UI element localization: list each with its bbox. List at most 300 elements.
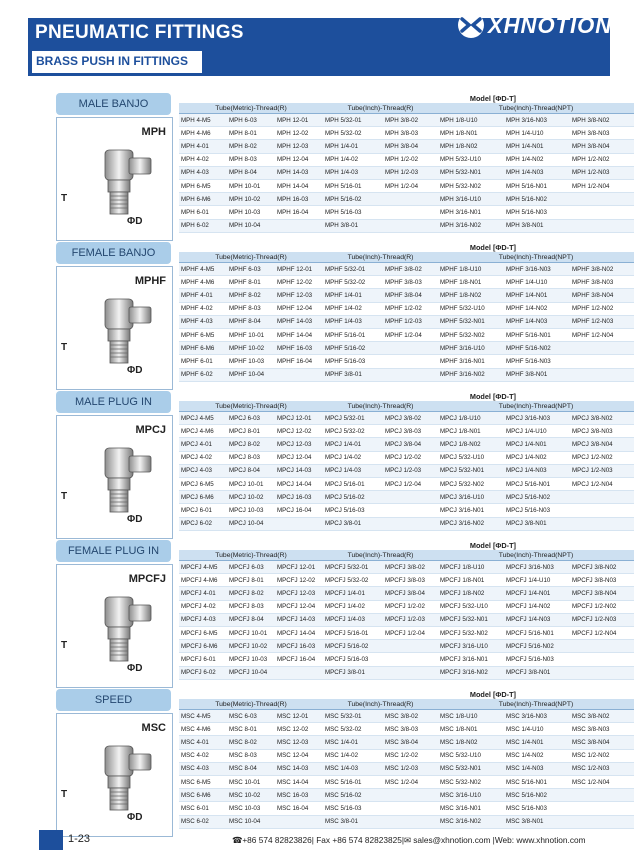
model-cell: MPHF 3/8-01 (323, 368, 383, 381)
model-cell: MPH 1/4-U10 (504, 127, 570, 140)
model-cell: MPH 10-04 (227, 219, 275, 232)
model-cell: MPCFJ 5/32-01 (323, 561, 383, 574)
model-cell: MPHF 10-04 (227, 368, 275, 381)
col-metric-header: Tube(Metric)-Thread(R) (179, 550, 323, 561)
model-cell: MPH 5/32-02 (323, 127, 383, 140)
model-cell: MPCJ 1/2-N04 (570, 477, 634, 490)
col-metric-header: Tube(Metric)-Thread(R) (179, 252, 323, 263)
model-cell (570, 640, 634, 653)
model-cell: MSC 1/8-N01 (438, 723, 504, 736)
model-cell: MPCFJ 3/8-N01 (504, 666, 570, 679)
model-cell: MPHF 1/4-02 (323, 302, 383, 315)
model-cell: MPHF 3/8-N03 (570, 276, 634, 289)
model-cell: MPCFJ 5/16-N03 (504, 653, 570, 666)
model-cell: MSC 5/16-02 (323, 789, 383, 802)
model-cell: MPCFJ 4-01 (179, 587, 227, 600)
model-cell: MSC 3/8-N01 (504, 815, 570, 828)
table-row (179, 723, 634, 736)
model-cell (275, 815, 323, 828)
model-title: Model [ΦD-T] (469, 93, 516, 103)
model-cell: MPCFJ 3/8-N04 (570, 587, 634, 600)
model-cell: MPCJ 5/32-01 (323, 412, 383, 425)
model-cell: MPCJ 5/16-03 (323, 504, 383, 517)
model-cell: MPCJ 4-02 (179, 451, 227, 464)
col-inch-npt-header: Tube(Inch)-Thread(NPT) (438, 550, 634, 561)
model-cell: MSC 10-03 (227, 802, 275, 815)
model-table (179, 689, 634, 829)
model-title: Model [ΦD-T] (469, 242, 516, 252)
model-cell: MPH 3/16-N02 (438, 219, 504, 232)
model-cell (570, 368, 634, 381)
model-cell: MPH 5/32-U10 (438, 153, 504, 166)
model-cell: MPCFJ 5/32-02 (323, 574, 383, 587)
model-cell: MSC 5/32-01 (323, 710, 383, 723)
model-cell: MSC 4-M5 (179, 710, 227, 723)
model-cell: MSC 3/8-N02 (570, 710, 634, 723)
model-cell: MPHF 8-03 (227, 302, 275, 315)
model-cell: MSC 10-04 (227, 815, 275, 828)
page-subtitle: BRASS PUSH IN FITTINGS (36, 54, 189, 68)
table-row (179, 666, 634, 679)
model-cell: MPH 3/16-N01 (438, 206, 504, 219)
model-cell: MPCJ 3/8-N02 (570, 412, 634, 425)
model-table (179, 391, 634, 531)
model-cell: MPCJ 5/32-U10 (438, 451, 504, 464)
model-cell: MPCJ 4-03 (179, 464, 227, 477)
table-row (179, 166, 634, 179)
model-cell: MPCFJ 1/4-N03 (504, 613, 570, 626)
col-inch-npt-header: Tube(Inch)-Thread(NPT) (438, 699, 634, 710)
model-cell (570, 517, 634, 530)
model-cell: MPCFJ 14-04 (275, 626, 323, 639)
model-cell: MPCJ 3/8-03 (383, 425, 438, 438)
model-cell: MPH 1/4-N02 (504, 153, 570, 166)
col-metric-header: Tube(Metric)-Thread(R) (179, 103, 323, 114)
model-cell: MPCJ 16-04 (275, 504, 323, 517)
model-cell: MPCFJ 3/8-N03 (570, 574, 634, 587)
model-table (179, 93, 634, 233)
table-row (179, 315, 634, 328)
logo-icon (456, 10, 486, 40)
model-cell: MPHF 1/8-N02 (438, 289, 504, 302)
model-cell: MPCFJ 5/16-N01 (504, 626, 570, 639)
model-cell: MPCJ 3/16-U10 (438, 491, 504, 504)
model-cell: MPH 6-01 (179, 206, 227, 219)
model-cell: MPHF 1/4-N01 (504, 289, 570, 302)
model-title: Model [ΦD-T] (469, 689, 516, 699)
table-row (179, 342, 634, 355)
table-row (179, 140, 634, 153)
model-cell: MPH 6-M5 (179, 179, 227, 192)
model-cell: MPCJ 5/32-N01 (438, 464, 504, 477)
model-cell: MPCJ 4-M6 (179, 425, 227, 438)
model-cell: MPCJ 3/8-N01 (504, 517, 570, 530)
model-cell: MSC 3/8-N04 (570, 736, 634, 749)
model-cell: MPHF 5/32-N02 (438, 328, 504, 341)
model-cell: MPCFJ 3/16-N03 (504, 561, 570, 574)
model-cell: MSC 4-02 (179, 749, 227, 762)
table-row (179, 640, 634, 653)
model-cell (570, 666, 634, 679)
model-cell (383, 342, 438, 355)
model-cell: MSC 12-01 (275, 710, 323, 723)
model-title: Model [ΦD-T] (469, 391, 516, 401)
subtitle-box (32, 51, 202, 73)
model-cell: MPHF 1/4-U10 (504, 276, 570, 289)
product-image-box (56, 266, 173, 390)
model-cell: MPHF 1/2-N04 (570, 328, 634, 341)
model-cell: MPH 10-02 (227, 193, 275, 206)
model-cell: MPCFJ 10-03 (227, 653, 275, 666)
model-cell: MPCFJ 16-03 (275, 640, 323, 653)
model-cell: MSC 5/32-N02 (438, 775, 504, 788)
model-cell (383, 193, 438, 206)
model-cell: MPCJ 1/2-03 (383, 464, 438, 477)
model-cell: MPCFJ 6-01 (179, 653, 227, 666)
table-row (179, 412, 634, 425)
model-cell: MPHF 1/8-N01 (438, 276, 504, 289)
model-cell: MPHF 1/4-N02 (504, 302, 570, 315)
model-cell: MPHF 4-01 (179, 289, 227, 302)
model-cell (383, 355, 438, 368)
model-cell: MPCFJ 4-M5 (179, 561, 227, 574)
model-cell: MPCJ 1/8-N01 (438, 425, 504, 438)
model-cell: MPCFJ 10-04 (227, 666, 275, 679)
model-cell: MPHF 6-M5 (179, 328, 227, 341)
table-row (179, 710, 634, 723)
model-cell: MPCJ 3/8-01 (323, 517, 383, 530)
model-cell: MPCJ 1/4-U10 (504, 425, 570, 438)
model-cell: MPHF 3/8-03 (383, 276, 438, 289)
model-cell: MSC 5/16-03 (323, 802, 383, 815)
model-cell: MSC 8-03 (227, 749, 275, 762)
fitting-image-icon (85, 738, 155, 823)
thread-mark: T (61, 342, 68, 353)
model-cell: MPCFJ 1/4-N01 (504, 587, 570, 600)
model-cell: MPHF 1/2-N02 (570, 302, 634, 315)
model-cell: MPH 5/16-03 (323, 206, 383, 219)
table-row (179, 561, 634, 574)
product-code: MSC (141, 722, 166, 734)
diameter-mark: ΦD (127, 216, 143, 227)
table-row (179, 438, 634, 451)
model-cell: MPH 1/2-03 (383, 166, 438, 179)
model-cell: MSC 3/8-N03 (570, 723, 634, 736)
model-cell: MSC 12-03 (275, 736, 323, 749)
model-cell (383, 368, 438, 381)
model-cell: MPCFJ 1/4-01 (323, 587, 383, 600)
model-cell: MPH 6-02 (179, 219, 227, 232)
model-cell: MPHF 1/2-02 (383, 302, 438, 315)
model-cell: MPHF 6-03 (227, 263, 275, 276)
product-image-box (56, 713, 173, 837)
section-label: FEMALE BANJO (56, 242, 171, 264)
model-cell (383, 206, 438, 219)
model-cell: MPCFJ 5/16-N02 (504, 640, 570, 653)
table-row (179, 302, 634, 315)
model-cell: MPH 16-03 (275, 193, 323, 206)
fitting-image-icon (85, 142, 155, 227)
model-cell (570, 789, 634, 802)
diameter-mark: ΦD (127, 663, 143, 674)
model-cell: MPH 12-03 (275, 140, 323, 153)
model-cell: MPCJ 3/8-N03 (570, 425, 634, 438)
model-cell: MPCFJ 1/4-03 (323, 613, 383, 626)
fitting-image-icon (85, 291, 155, 376)
model-cell (570, 219, 634, 232)
model-cell: MPH 3/16-N03 (504, 114, 570, 127)
model-cell: MSC 6-02 (179, 815, 227, 828)
model-cell (275, 368, 323, 381)
model-cell: MPHF 5/16-N01 (504, 328, 570, 341)
fitting-image-icon (85, 589, 155, 674)
product-code: MPCFJ (128, 573, 166, 585)
product-image-box (56, 117, 173, 241)
model-cell: MPCFJ 4-02 (179, 600, 227, 613)
product-image-box (56, 564, 173, 688)
model-cell: MPCJ 1/2-04 (383, 477, 438, 490)
model-cell: MSC 4-03 (179, 762, 227, 775)
model-cell: MPCFJ 1/8-N01 (438, 574, 504, 587)
model-cell: MPCJ 1/4-N02 (504, 451, 570, 464)
table-row (179, 775, 634, 788)
model-cell (570, 342, 634, 355)
model-cell (383, 491, 438, 504)
model-cell: MPH 4-02 (179, 153, 227, 166)
model-cell: MPHF 3/8-02 (383, 263, 438, 276)
model-cell: MSC 1/2-04 (383, 775, 438, 788)
model-cell (570, 815, 634, 828)
model-cell: MPCJ 1/4-01 (323, 438, 383, 451)
model-cell: MPHF 5/32-01 (323, 263, 383, 276)
brand-logo (456, 10, 613, 48)
col-metric-header: Tube(Metric)-Thread(R) (179, 699, 323, 710)
model-cell: MPHF 3/16-N01 (438, 355, 504, 368)
product-image-box (56, 415, 173, 539)
table-row (179, 425, 634, 438)
model-cell: MPCJ 5/16-02 (323, 491, 383, 504)
page-title: PNEUMATIC FITTINGS (35, 22, 244, 43)
model-cell: MPHF 5/32-N01 (438, 315, 504, 328)
model-cell: MPH 8-01 (227, 127, 275, 140)
diameter-mark: ΦD (127, 812, 143, 823)
model-cell: MPH 14-03 (275, 166, 323, 179)
model-cell: MPCFJ 3/8-02 (383, 561, 438, 574)
model-cell (383, 504, 438, 517)
model-cell: MPHF 1/8-U10 (438, 263, 504, 276)
model-cell: MPCFJ 5/32-N02 (438, 626, 504, 639)
model-cell: MPCFJ 6-M5 (179, 626, 227, 639)
model-cell: MPCJ 10-03 (227, 504, 275, 517)
model-cell: MPCJ 6-M6 (179, 491, 227, 504)
model-cell: MSC 3/8-03 (383, 723, 438, 736)
model-cell: MSC 1/4-U10 (504, 723, 570, 736)
model-cell (570, 206, 634, 219)
model-cell: MPCJ 8-04 (227, 464, 275, 477)
table-row (179, 477, 634, 490)
table-row (179, 736, 634, 749)
col-inch-r-header: Tube(Inch)-Thread(R) (323, 252, 438, 263)
model-cell (383, 815, 438, 828)
table-row (179, 206, 634, 219)
model-cell: MPCFJ 5/32-U10 (438, 600, 504, 613)
model-cell: MPCFJ 4-M6 (179, 574, 227, 587)
table-row (179, 179, 634, 192)
model-cell: MPCJ 1/4-N03 (504, 464, 570, 477)
model-cell: MPH 4-03 (179, 166, 227, 179)
col-inch-npt-header: Tube(Inch)-Thread(NPT) (438, 252, 634, 263)
model-cell: MPCFJ 6-M6 (179, 640, 227, 653)
model-cell: MPH 3/8-03 (383, 127, 438, 140)
model-cell: MPCFJ 6-03 (227, 561, 275, 574)
model-cell: MPCFJ 3/16-U10 (438, 640, 504, 653)
model-cell: MPCJ 12-02 (275, 425, 323, 438)
model-table (179, 540, 634, 680)
table-row (179, 600, 634, 613)
model-cell: MPH 1/4-02 (323, 153, 383, 166)
model-cell: MPCFJ 1/4-N02 (504, 600, 570, 613)
table-row (179, 653, 634, 666)
model-cell: MSC 4-01 (179, 736, 227, 749)
model-cell: MPH 1/4-N03 (504, 166, 570, 179)
model-cell: MPH 1/8-N01 (438, 127, 504, 140)
model-cell (570, 802, 634, 815)
model-cell: MPCFJ 3/8-04 (383, 587, 438, 600)
table-row (179, 276, 634, 289)
model-cell: MPCJ 1/2-N02 (570, 451, 634, 464)
model-cell: MPCJ 4-M5 (179, 412, 227, 425)
model-cell: MPHF 5/16-01 (323, 328, 383, 341)
model-cell: MPHF 3/16-N03 (504, 263, 570, 276)
model-cell: MPH 1/4-N01 (504, 140, 570, 153)
model-cell: MPCJ 10-02 (227, 491, 275, 504)
col-metric-header: Tube(Metric)-Thread(R) (179, 401, 323, 412)
table-row (179, 368, 634, 381)
table-row (179, 355, 634, 368)
model-cell: MSC 1/2-03 (383, 762, 438, 775)
model-cell: MPHF 8-04 (227, 315, 275, 328)
model-cell: MPCFJ 5/32-N01 (438, 613, 504, 626)
model-cell: MPCFJ 3/8-N02 (570, 561, 634, 574)
model-cell: MPHF 3/8-N01 (504, 368, 570, 381)
model-cell: MPCFJ 10-01 (227, 626, 275, 639)
model-cell: MSC 3/16-N03 (504, 710, 570, 723)
model-cell: MPCJ 1/8-N02 (438, 438, 504, 451)
model-cell: MSC 1/4-N03 (504, 762, 570, 775)
model-cell: MPH 8-04 (227, 166, 275, 179)
model-cell: MPHF 1/2-N03 (570, 315, 634, 328)
col-inch-r-header: Tube(Inch)-Thread(R) (323, 699, 438, 710)
product-code: MPH (141, 126, 166, 138)
model-cell: MSC 3/8-02 (383, 710, 438, 723)
model-cell (383, 789, 438, 802)
model-cell: MSC 1/2-N04 (570, 775, 634, 788)
model-cell: MPCJ 14-03 (275, 464, 323, 477)
model-cell: MSC 8-01 (227, 723, 275, 736)
thread-mark: T (61, 789, 68, 800)
model-cell: MPCFJ 5/16-02 (323, 640, 383, 653)
model-cell: MPH 10-01 (227, 179, 275, 192)
model-cell: MPCJ 5/32-N02 (438, 477, 504, 490)
model-cell: MPCJ 8-03 (227, 451, 275, 464)
model-cell: MPH 3/8-N03 (570, 127, 634, 140)
model-cell: MSC 5/16-N01 (504, 775, 570, 788)
model-cell: MPCFJ 1/2-03 (383, 613, 438, 626)
model-cell (570, 491, 634, 504)
model-cell: MPHF 10-01 (227, 328, 275, 341)
model-cell: MPHF 5/16-N03 (504, 355, 570, 368)
col-inch-npt-header: Tube(Inch)-Thread(NPT) (438, 401, 634, 412)
model-cell: MSC 3/16-N01 (438, 802, 504, 815)
model-cell: MSC 4-M6 (179, 723, 227, 736)
model-cell: MSC 5/32-02 (323, 723, 383, 736)
model-cell: MPHF 6-01 (179, 355, 227, 368)
brand-name: XHNOTION (488, 13, 613, 38)
model-cell: MPCJ 1/4-N01 (504, 438, 570, 451)
model-cell: MPCJ 5/16-01 (323, 477, 383, 490)
model-cell: MSC 12-02 (275, 723, 323, 736)
table-row (179, 464, 634, 477)
model-cell: MPH 3/8-04 (383, 140, 438, 153)
model-cell: MPH 5/32-01 (323, 114, 383, 127)
model-cell: MSC 1/2-N02 (570, 749, 634, 762)
model-cell: MPCJ 3/8-04 (383, 438, 438, 451)
model-cell: MPCJ 1/4-03 (323, 464, 383, 477)
product-code: MPCJ (135, 424, 166, 436)
section-label: MALE BANJO (56, 93, 171, 115)
model-cell: MSC 16-04 (275, 802, 323, 815)
model-cell: MPH 6-03 (227, 114, 275, 127)
model-cell (383, 666, 438, 679)
model-cell: MSC 1/4-03 (323, 762, 383, 775)
model-cell: MSC 5/16-N03 (504, 802, 570, 815)
model-cell: MPH 1/2-N03 (570, 166, 634, 179)
model-cell: MPHF 1/2-03 (383, 315, 438, 328)
model-cell: MPH 6-M6 (179, 193, 227, 206)
model-cell: MPCFJ 1/2-N03 (570, 613, 634, 626)
model-cell: MPCFJ 1/2-N04 (570, 626, 634, 639)
model-cell: MPCJ 4-01 (179, 438, 227, 451)
model-cell: MPH 4-M5 (179, 114, 227, 127)
model-cell: MPCJ 3/16-N01 (438, 504, 504, 517)
model-cell: MSC 3/16-U10 (438, 789, 504, 802)
model-cell: MPH 3/16-U10 (438, 193, 504, 206)
model-cell: MPCJ 5/16-N02 (504, 491, 570, 504)
page-number: 1-23 (68, 833, 91, 845)
model-cell: MPHF 14-03 (275, 315, 323, 328)
model-cell: MPCJ 1/2-N03 (570, 464, 634, 477)
model-cell: MPHF 16-03 (275, 342, 323, 355)
model-cell: MSC 5/16-01 (323, 775, 383, 788)
model-cell: MPCJ 14-04 (275, 477, 323, 490)
model-cell: MPCFJ 1/2-N02 (570, 600, 634, 613)
model-cell: MPCFJ 3/8-03 (383, 574, 438, 587)
model-cell: MPCFJ 6-02 (179, 666, 227, 679)
model-cell: MPH 12-04 (275, 153, 323, 166)
model-cell: MPCJ 5/16-N03 (504, 504, 570, 517)
model-cell: MPCJ 10-04 (227, 517, 275, 530)
model-cell: MPCFJ 5/16-01 (323, 626, 383, 639)
table-row (179, 491, 634, 504)
model-cell: MSC 1/4-01 (323, 736, 383, 749)
model-cell: MPHF 3/8-04 (383, 289, 438, 302)
col-inch-r-header: Tube(Inch)-Thread(R) (323, 550, 438, 561)
model-cell: MPH 3/8-N01 (504, 219, 570, 232)
table-row (179, 219, 634, 232)
model-cell: MPCJ 10-01 (227, 477, 275, 490)
model-cell: MPH 16-04 (275, 206, 323, 219)
model-cell: MPHF 3/16-N02 (438, 368, 504, 381)
